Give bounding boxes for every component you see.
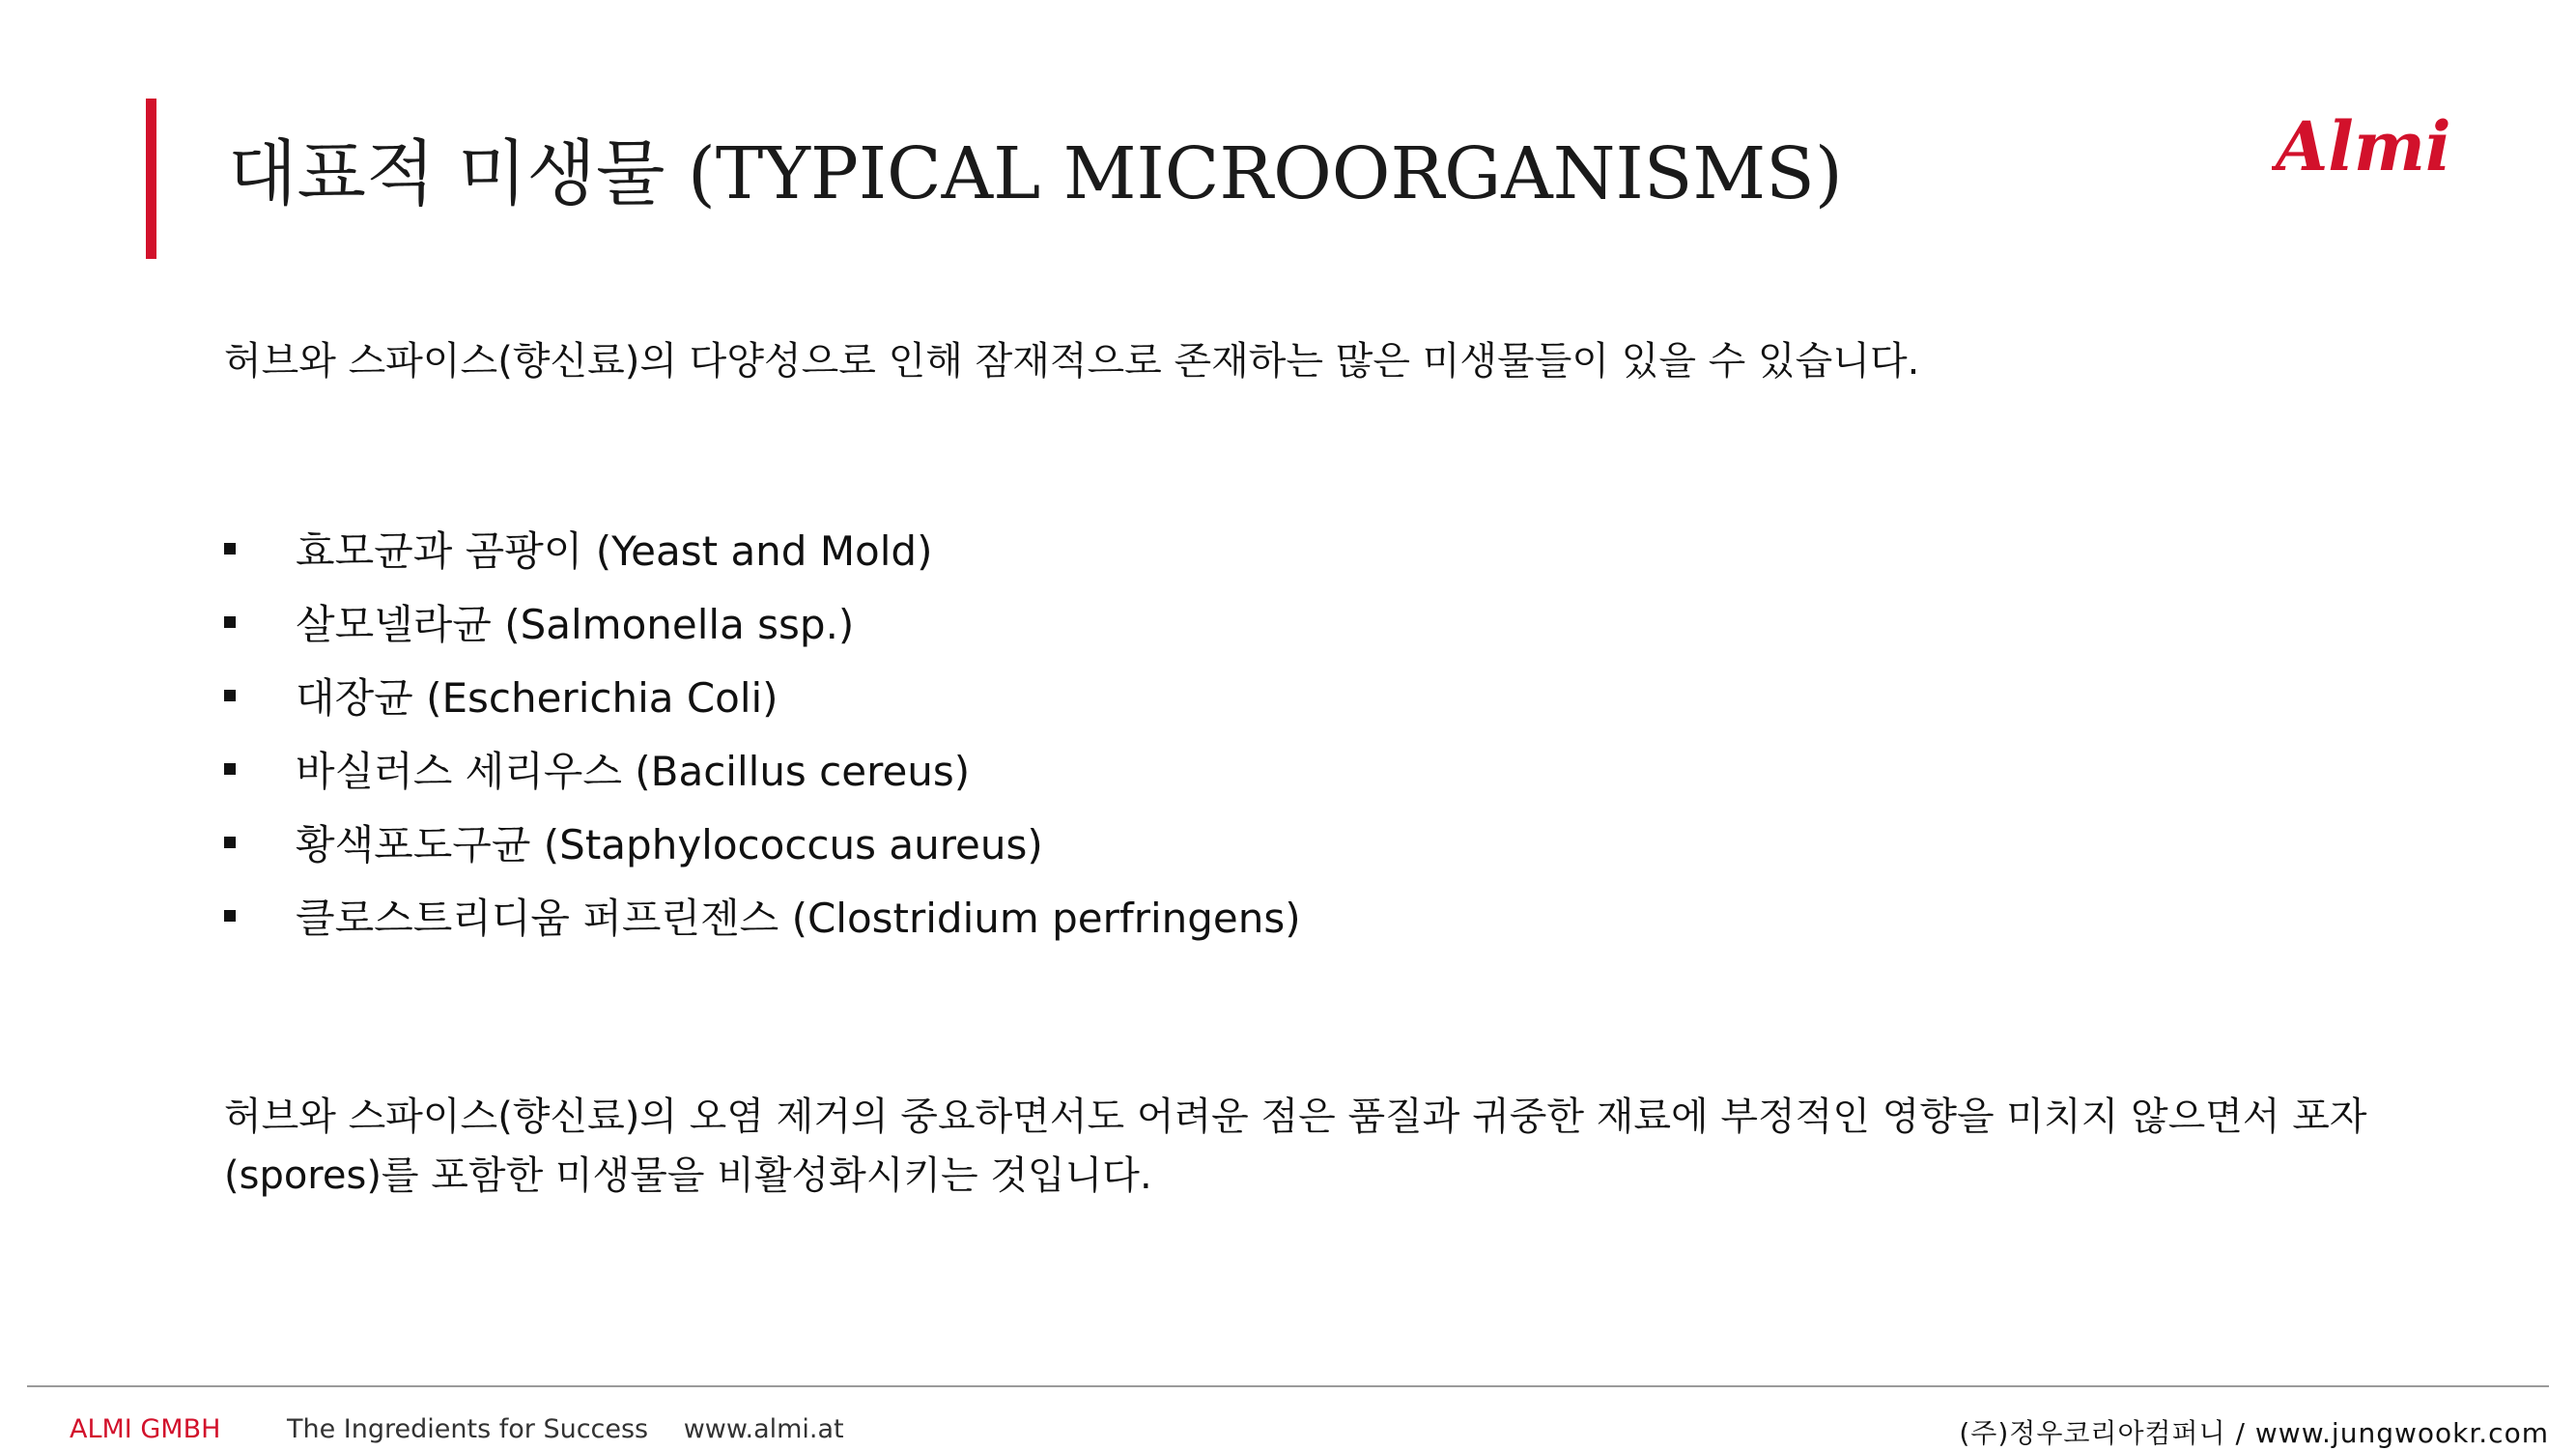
- bullet-icon: [224, 837, 236, 848]
- footer-partner: (주)정우코리아컴퍼니 / www.jungwookr.com: [1959, 1417, 2549, 1449]
- intro-text: 허브와 스파이스(향신료)의 다양성으로 인해 잠재적으로 존재하는 많은 미생물들이 있을 수 있습니다.: [224, 339, 1920, 384]
- list-item-label: 황색포도구균 (Staphylococcus aureus): [296, 821, 1043, 868]
- list-item: [224, 879, 1301, 953]
- footer-tagline: The Ingredients for Success: [287, 1414, 649, 1444]
- bullet-icon: [224, 543, 236, 555]
- list-item-label: 효모균과 곰팡이 (Yeast and Mold): [296, 527, 933, 575]
- title-accent-bar: [146, 99, 156, 259]
- list-item-label: 바실러스 세리우스 (Bacillus cereus): [296, 748, 971, 795]
- slide-title: 대표적 미생물 (TYPICAL MICROORGANISMS): [228, 132, 1843, 215]
- bullet-icon: [224, 616, 236, 628]
- bullet-icon: [224, 910, 236, 922]
- bullet-icon: [224, 690, 236, 701]
- footer-company: ALMI GMBH: [70, 1414, 221, 1444]
- list-item-label: 대장균 (Escherichia Coli): [296, 674, 778, 722]
- closing-text: 허브와 스파이스(향신료)의 오염 제거의 중요하면서도 어려운 점은 품질과 귀중한 재료에 부정적인 영향을 미치지 않으면서 포자(spores)를 포함한 미생물을 비활성화시키는 것입니다.: [224, 1095, 2367, 1198]
- almi-logo: [2272, 108, 2455, 185]
- list-item: [224, 806, 1301, 879]
- list-item: [224, 659, 1301, 732]
- footer-website: www.almi.at: [683, 1414, 844, 1444]
- bullet-icon: [224, 763, 236, 775]
- footer-left: [70, 1414, 844, 1444]
- list-item-label: 클로스트리디움 퍼프린젠스 (Clostridium perfringens): [296, 895, 1301, 942]
- microorganism-list: [224, 512, 1301, 953]
- list-item: [224, 585, 1301, 659]
- footer-divider: [27, 1385, 2549, 1387]
- list-item: [224, 512, 1301, 585]
- svg-text:Almi: Almi: [2276, 108, 2451, 185]
- list-item: [224, 732, 1301, 806]
- list-item-label: 살모넬라균 (Salmonella ssp.): [296, 601, 855, 648]
